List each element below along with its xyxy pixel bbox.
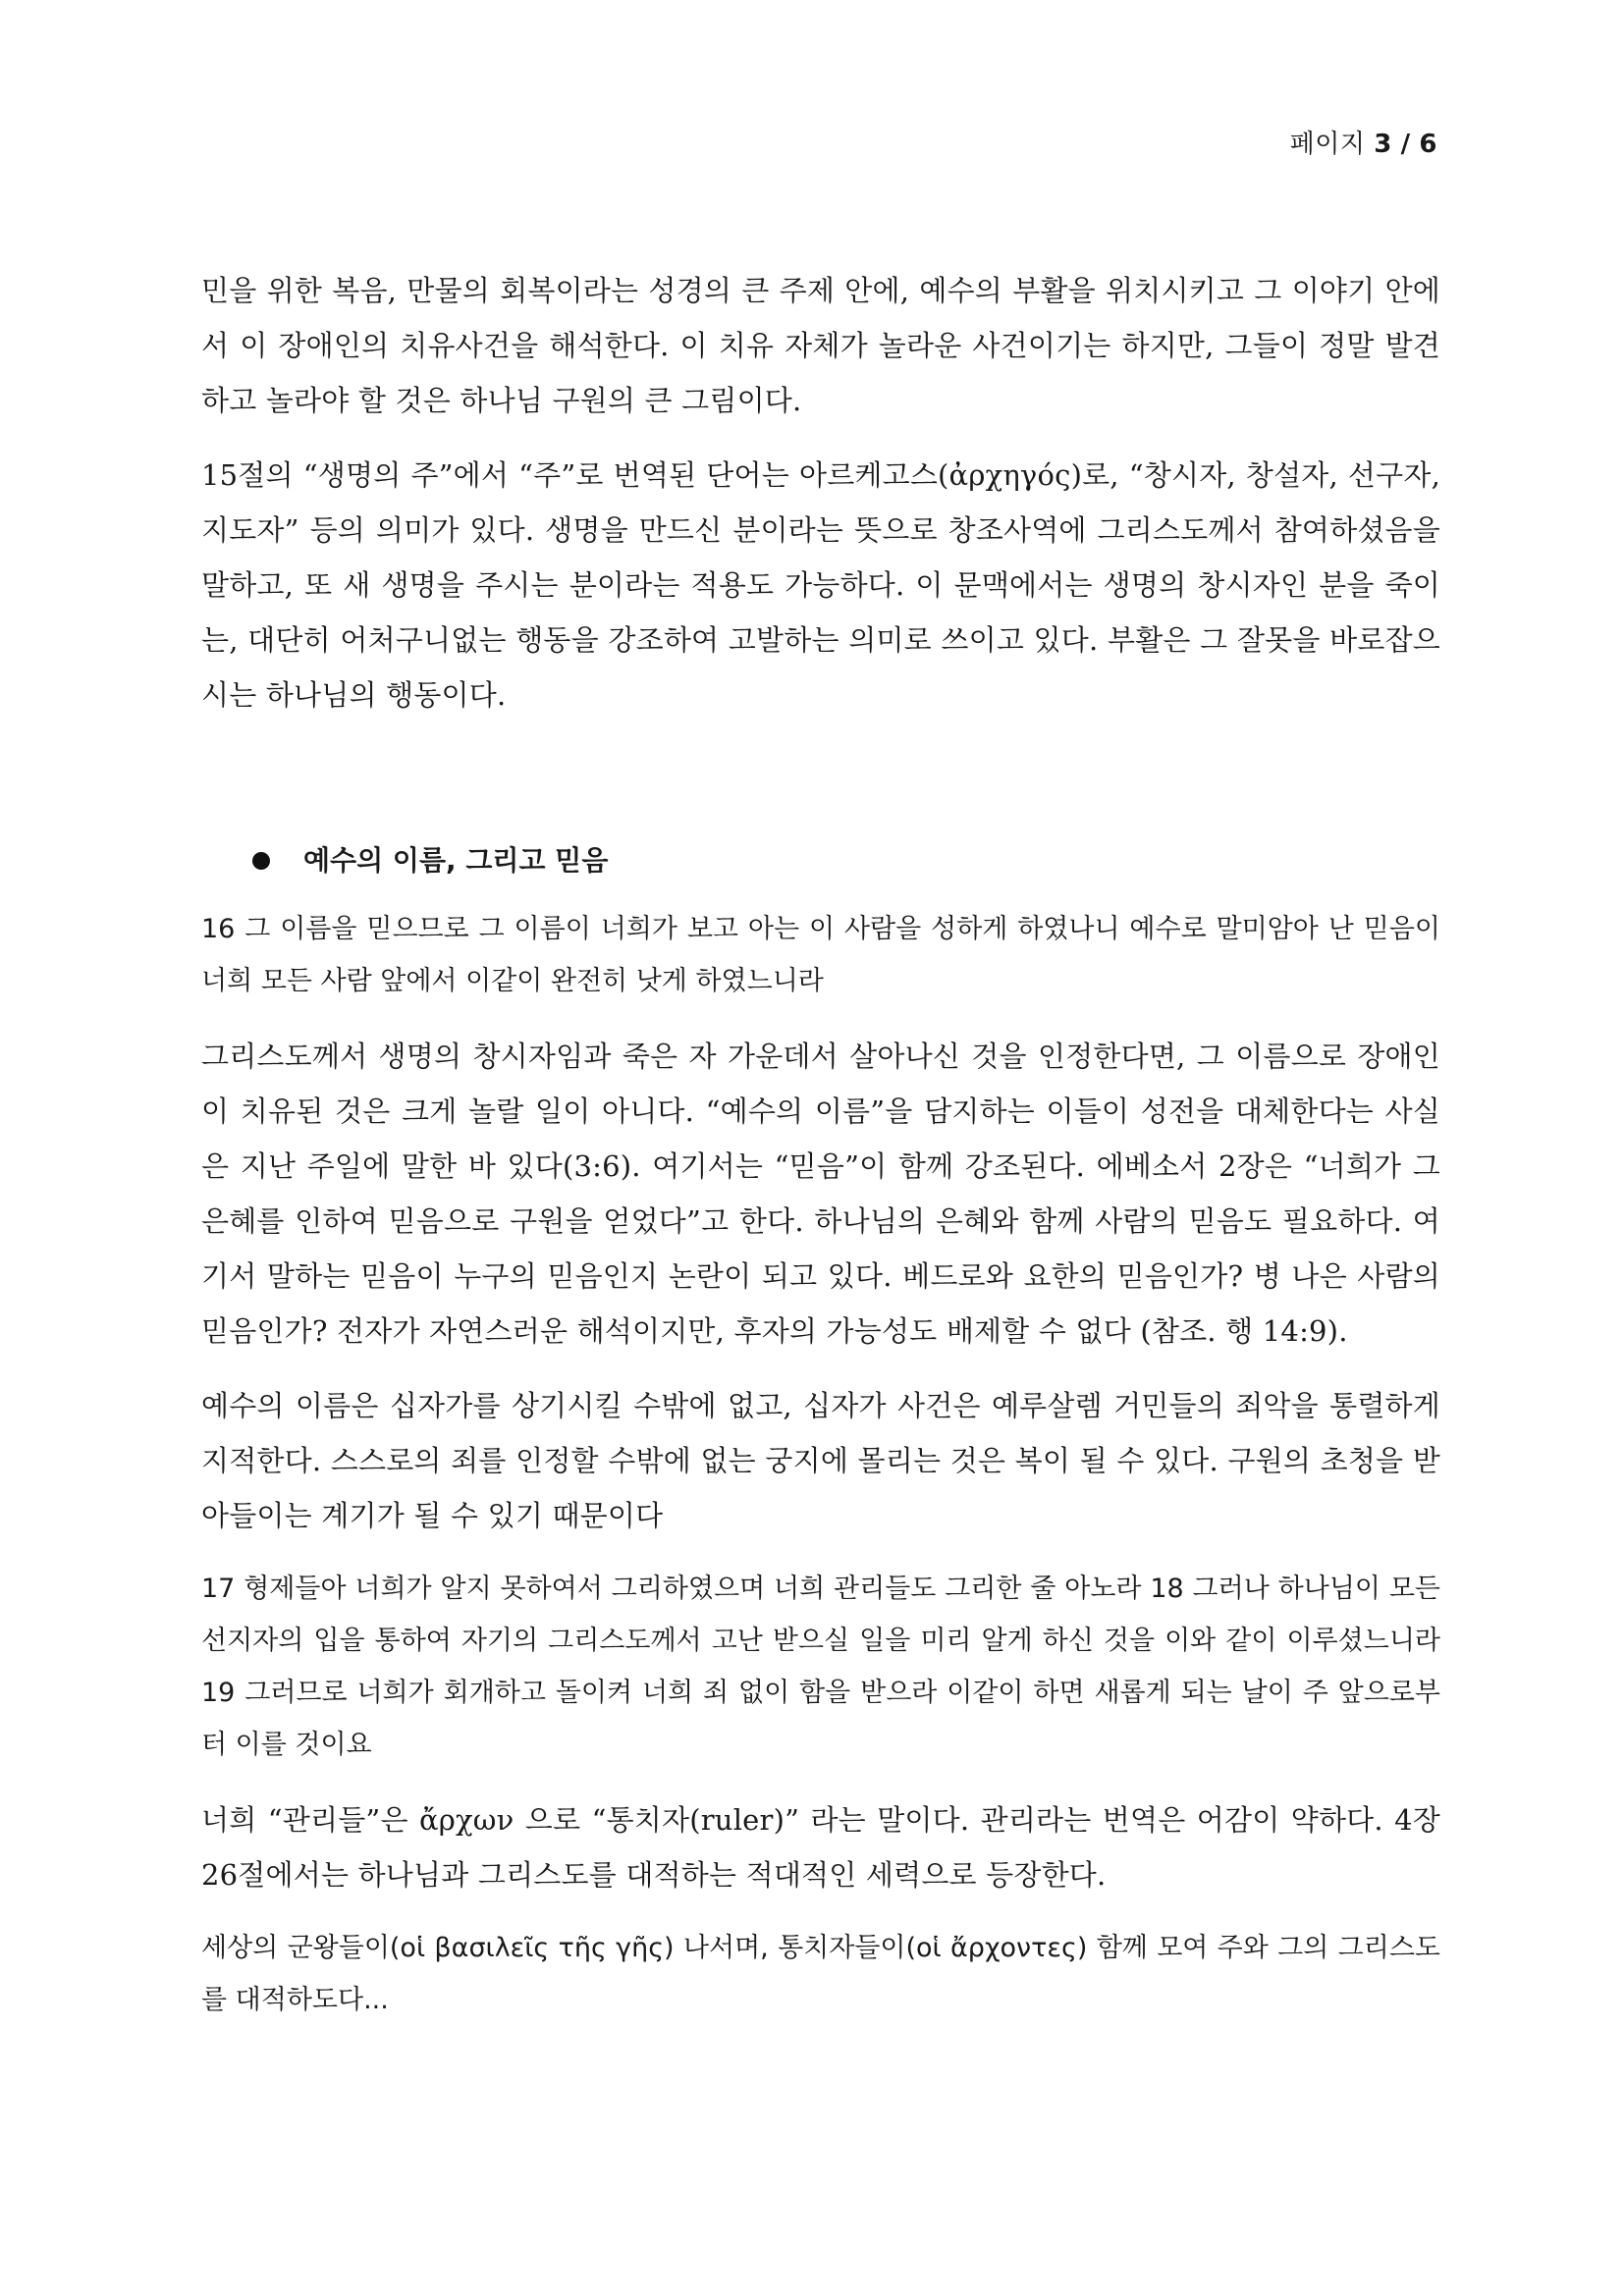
verse-17-19: 17 형제들아 너희가 알지 못하여서 그리하였으며 너희 관리들도 그리한 줄 아노라 18 그러나 하나님이 모든 선지자의 입을 통하여 자기의 그리스도께서 고난 받으실 일을 미리 알게 하신 것을 이와 같이 이루셨느니라 19 그러므로 너희가 회개하고 돌이켜 너희 죄 없이 함을 받으라 이같이 하면 새롭게 되는 날이 주 앞으로부터 이를 것이요 [201, 1574, 1440, 1760]
paragraph-faith-in-name: 그리스도께서 생명의 창시자임과 죽은 자 가운데서 살아나신 것을 인정한다면, 그 이름으로 장애인이 치유된 것은 크게 놀랄 일이 아니다. “예수의 이름”을 담지하는 이들이 성전을 대체한다는 사실은 지난 주일에 말한 바 있다(3:6). 여기서는 “믿음”이 함께 강조된다. 에베소서 2장은 “너희가 그 은혜를 인하여 믿음으로 구원을 얻었다”고 한다. 하나님의 은혜와 함께 사람의 믿음도 필요하다. 여기서 말하는 믿음이 누구의 믿음인지 논란이 되고 있다. 베드로와 요한의 믿음인가? 병 나은 사람의 믿음인가? 전자가 자연스러운 해석이지만, 후자의 가능성도 배제할 수 없다 (참조. 행 14:9). [201, 1040, 1440, 1348]
section-heading [201, 836, 1440, 885]
paragraph-cross-conviction: 예수의 이름은 십자가를 상기시킬 수밖에 없고, 십자가 사건은 예루살렘 거민들의 죄악을 통렬하게 지적한다. 스스로의 죄를 인정할 수밖에 없는 궁지에 몰리는 것은 복이 될 수 있다. 구원의 초청을 받아들이는 계기가 될 수 있기 때문이다 [201, 1389, 1440, 1532]
bullet-icon [252, 852, 270, 870]
document-body [201, 263, 1440, 2026]
page-label: 페이지 [1289, 130, 1366, 159]
paragraph-rulers: 너희 “관리들”은 ἄρχων 으로 “통치자(ruler)” 라는 말이다. 관리라는 번역은 어감이 약하다. 4장 26절에서는 하나님과 그리스도를 대적하는 적대적인 세력으로 등장한다. [201, 1803, 1440, 1892]
section-spacer [201, 742, 1440, 836]
section-heading-text: 예수의 이름, 그리고 믿음 [303, 844, 609, 877]
paragraph-author-of-life: 15절의 “생명의 주”에서 “주”로 번역된 단어는 아르케고스(ἀρχηγός)로, “창시자, 창설자, 선구자, 지도자” 등의 의미가 있다. 생명을 만드신 분이라는 뜻으로 창조사역에 그리스도께서 참여하셨음을 말하고, 또 새 생명을 주시는 분이라는 적용도 가능하다. 이 문맥에서는 생명의 창시자인 분을 죽이는, 대단히 어처구니없는 행동을 강조하여 고발하는 의미로 쓰이고 있다. 부활은 그 잘못을 바로잡으시는 하나님의 행동이다. [201, 458, 1440, 712]
total-pages: 6 [1419, 130, 1437, 159]
paragraph-kings-of-earth: 세상의 군왕들이(οἱ βασιλεῖς τῆς γῆς) 나서며, 통치자들이(οἱ ἄρχοντες) 함께 모여 주와 그의 그리스도를 대적하도다... [201, 1933, 1440, 2015]
current-page: 3 [1374, 130, 1392, 159]
paragraph-salvation-picture: 민을 위한 복음, 만물의 회복이라는 성경의 큰 주제 안에, 예수의 부활을 위치시키고 그 이야기 안에서 이 장애인의 치유사건을 해석한다. 이 치유 자체가 놀라운 사건이기는 하지만, 그들이 정말 발견하고 놀라야 할 것은 하나님 구원의 큰 그림이다. [201, 274, 1440, 417]
page-separator: / [1400, 130, 1411, 159]
verse-16: 16 그 이름을 믿으므로 그 이름이 너희가 보고 아는 이 사람을 성하게 하였나니 예수로 말미암아 난 믿음이 너희 모든 사람 앞에서 이같이 완전히 낫게 하였느니라 [201, 914, 1440, 996]
page-number [1290, 124, 1437, 160]
